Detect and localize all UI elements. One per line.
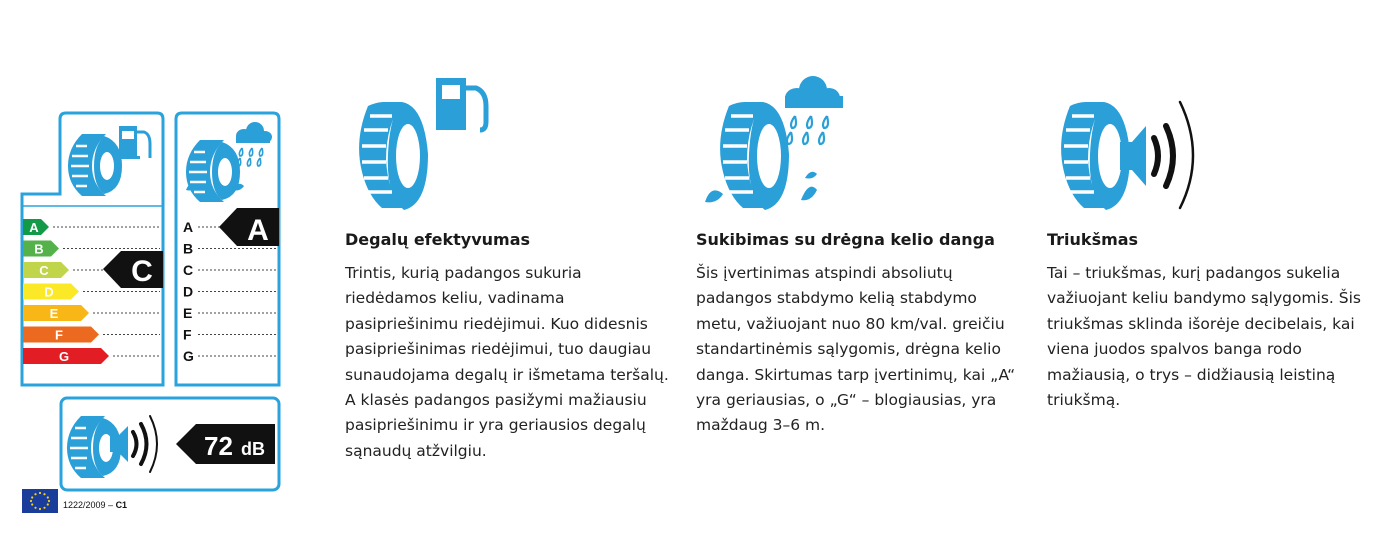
tire-rain-cloud-icon xyxy=(705,72,847,214)
fuel-grade-letter: B xyxy=(34,241,44,257)
noise-value: 72 xyxy=(204,431,233,461)
fuel-pump-icon xyxy=(116,126,150,159)
panel-noise-illustration xyxy=(1056,72,1206,214)
wet-tire-icon xyxy=(186,140,240,202)
panel-noise-description: Tai – triukšmas, kurį padangos sukelia važiuojant keliu bandymo sąlygomis. Šis triukšmas sklinda išorėje decibelais, kai viena juodos spalvos banga rodo mažiausią, o trys – didžiausią leistiną triukšmą. xyxy=(1047,264,1361,410)
wet-rating-arrow xyxy=(219,208,279,247)
fuel-grade-letter: E xyxy=(49,306,59,321)
wet-grade-letter: B xyxy=(183,240,194,257)
noise-value-arrow xyxy=(176,424,275,464)
wet-grade-letter: G xyxy=(183,348,194,364)
panel-wet-title: Sukibimas su drėgna kelio danga xyxy=(696,230,995,249)
fuel-grade-bars xyxy=(23,219,160,364)
wet-rating-letter: A xyxy=(247,214,269,247)
panel-wet-illustration xyxy=(705,72,847,214)
rain-cloud-icon xyxy=(236,122,272,143)
fuel-rating-letter: C xyxy=(131,255,153,288)
wet-grade-letter: A xyxy=(183,219,194,235)
fuel-rating-arrow xyxy=(103,251,163,288)
tire-fuel-pump-icon xyxy=(352,72,494,214)
fuel-grade-letter: F xyxy=(55,327,63,343)
fuel-grade-letter: A xyxy=(29,220,39,235)
panel-fuel-description: Trintis, kurią padangos sukuria riedėdamos keliu, vadinama pasipriešinimu riedėjimui. Kuo didesnis pasipriešinimas riedėjimui, tuo daugiau sunaudojama degalų ir išmetama teršalų. A klasės padangos pasižymi mažiausiu pasipriešinimu ir yra geriausios degalų sąnaudų atžvilgiu. xyxy=(345,264,669,460)
wet-grade-letter: E xyxy=(183,305,193,321)
eu-tyre-label xyxy=(0,0,300,533)
tire-sound-waves-icon xyxy=(1056,72,1206,214)
regulation-reference: 1222/2009 – C1 xyxy=(63,500,128,510)
panel-wet-description: Šis įvertinimas atspindi absoliutų padangos stabdymo kelią stabdymo metu, važiuojant nuo 80 km/val. greičiu standartinėmis sąlygomis, drėgna kelio danga. Skirtumas tarp įvertinimų, kai „A“ yra geriausias, o „G“ – blogiausias, yra maždaug 3–6 m. xyxy=(696,264,1016,435)
fuel-grade-letter: D xyxy=(44,284,54,300)
panel-fuel-title: Degalų efektyvumas xyxy=(345,230,531,249)
panel-noise-title: Triukšmas xyxy=(1047,230,1139,249)
eu-flag-icon xyxy=(22,489,58,513)
wet-grade-letter: D xyxy=(183,283,194,300)
fuel-grade-letter: G xyxy=(58,349,70,364)
wet-grade-letter: F xyxy=(183,326,192,343)
noise-wave-icon xyxy=(133,416,157,472)
wet-grade-letter: C xyxy=(183,262,194,278)
noise-unit: dB xyxy=(241,439,265,459)
panel-fuel-illustration xyxy=(352,72,494,214)
fuel-tire-icon xyxy=(68,134,122,196)
fuel-grade-letter: C xyxy=(39,263,49,278)
rain-drops-icon xyxy=(237,148,262,166)
